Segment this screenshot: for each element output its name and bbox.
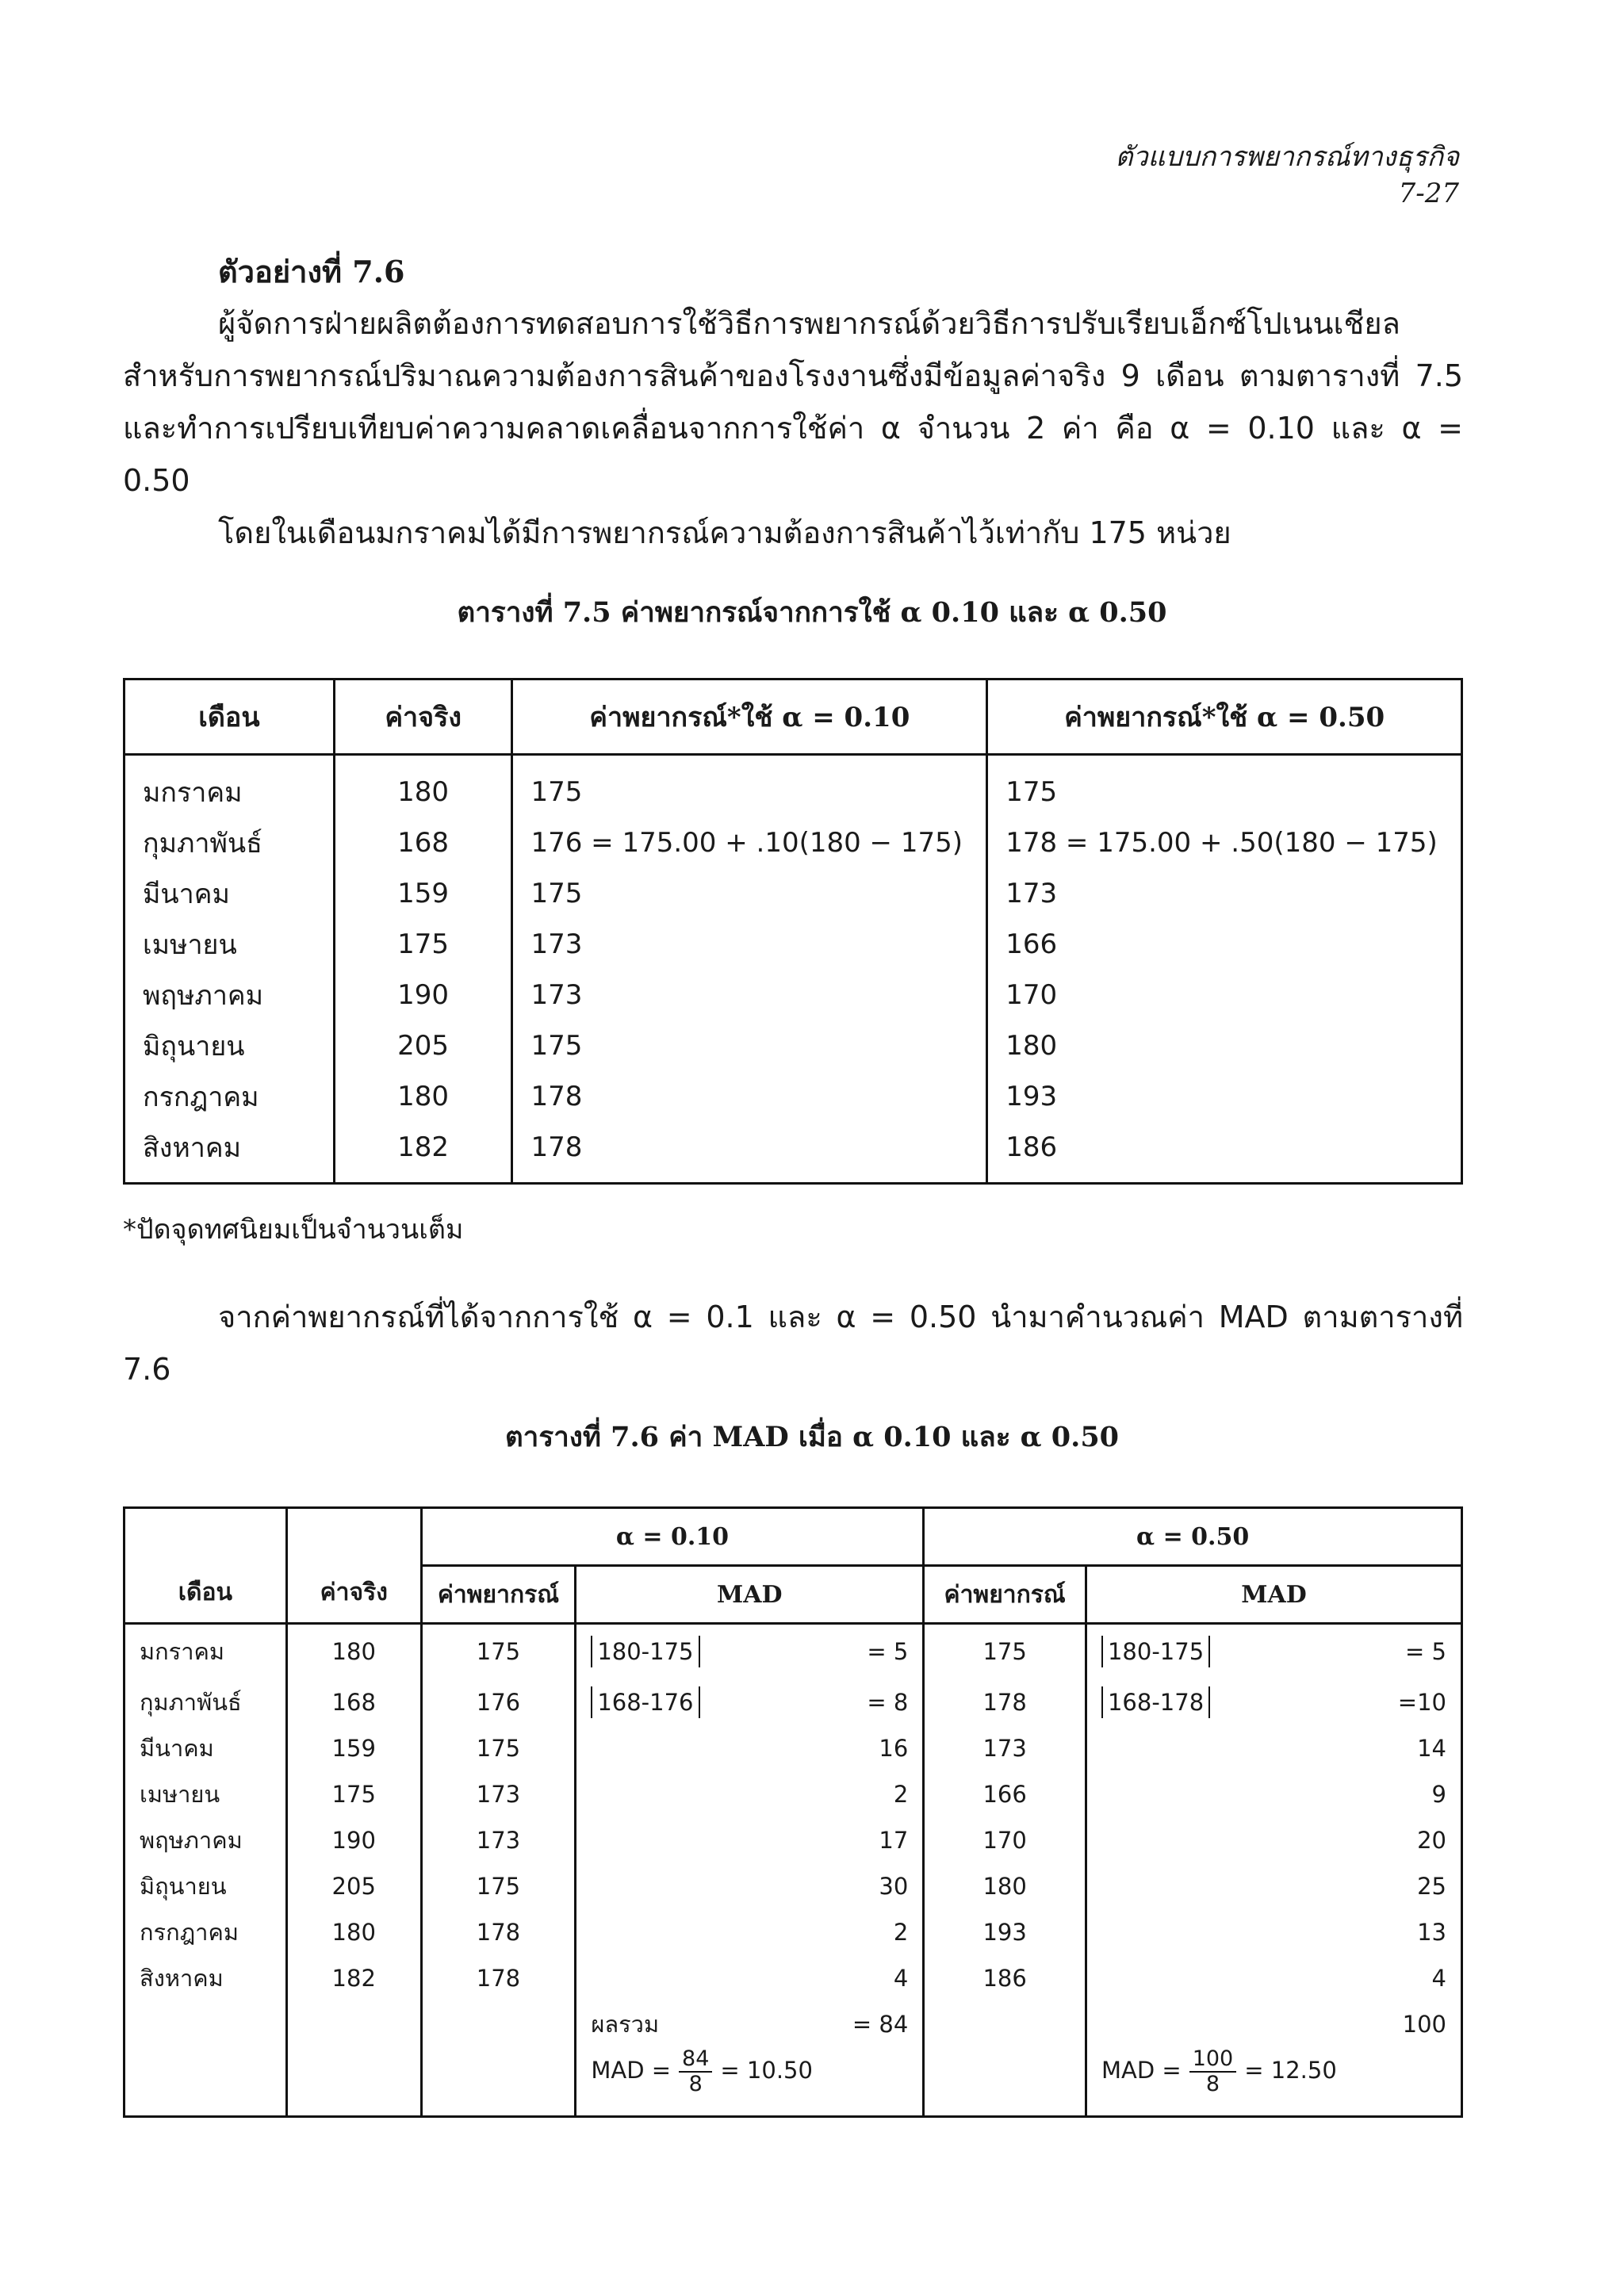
- abs-expression: 180-175: [591, 1636, 699, 1667]
- table-row: [124, 1955, 1462, 2001]
- table-row: [124, 970, 1462, 1020]
- header-forecast-010: ค่าพยากรณ์*ใช้ α = 0.10: [512, 679, 987, 755]
- forecast-010-cell: 173: [421, 1771, 576, 1817]
- mad-010-fraction: [679, 2047, 712, 2096]
- forecast-010-cell: 175: [512, 755, 987, 818]
- actual-cell: 159: [286, 1725, 421, 1771]
- sum-050-cell: 100: [1086, 2001, 1461, 2047]
- forecast-010-cell: 175: [512, 868, 987, 919]
- table-row: [124, 1679, 1462, 1725]
- mad-050-cell: 4: [1086, 1955, 1461, 2001]
- table-row: [124, 1909, 1462, 1955]
- actual-cell: 180: [334, 755, 512, 818]
- actual-cell: 190: [286, 1817, 421, 1863]
- header-month: เดือน: [124, 679, 335, 755]
- fraction-denominator: 8: [1205, 2071, 1220, 2096]
- table-row: [124, 1122, 1462, 1184]
- group-alpha-010: α = 0.10: [421, 1508, 924, 1566]
- header-forecast-050: ค่าพยากรณ์: [924, 1566, 1086, 1624]
- intro-line-4: โดยในเดือนมกราคมได้มีการพยากรณ์ความต้องการสินค้าไว้เท่ากับ 175 หน่วย: [218, 515, 1231, 550]
- forecast-050-cell: 175: [924, 1624, 1086, 1679]
- header-forecast-010: ค่าพยากรณ์: [421, 1566, 576, 1624]
- actual-cell: 182: [334, 1122, 512, 1184]
- table-row: [124, 1020, 1462, 1071]
- mad-010-cell: [576, 1679, 924, 1725]
- month-cell: มิถุนายน: [124, 1020, 335, 1071]
- fraction-numerator: 84: [679, 2047, 712, 2073]
- forecast-050-cell: 193: [987, 1071, 1462, 1122]
- intro-paragraph: [123, 297, 1463, 559]
- mad-050-cell: 9: [1086, 1771, 1461, 1817]
- mad-table: [123, 1506, 1463, 2118]
- page-number: 7-27: [1398, 178, 1459, 209]
- forecast-010-cell: 175: [421, 1863, 576, 1909]
- header-actual: ค่าจริง: [334, 679, 512, 755]
- month-cell: พฤษภาคม: [124, 970, 335, 1020]
- forecast-010-cell: 178: [421, 1909, 576, 1955]
- mad-value: = 5: [867, 1638, 909, 1666]
- forecast-050-cell: 170: [924, 1817, 1086, 1863]
- header-forecast-050: ค่าพยากรณ์*ใช้ α = 0.50: [987, 679, 1462, 755]
- sum-label: ผลรวม: [591, 2010, 660, 2038]
- month-cell: มิถุนายน: [124, 1863, 287, 1909]
- mad-010-cell: [576, 1624, 924, 1679]
- forecast-050-cell: 180: [924, 1863, 1086, 1909]
- forecast-050-cell: 166: [924, 1771, 1086, 1817]
- abs-expression: 180-175: [1101, 1636, 1210, 1667]
- forecast-010-cell: 175: [421, 1725, 576, 1771]
- month-cell: มีนาคม: [124, 1725, 287, 1771]
- mad-label: MAD =: [591, 2056, 672, 2084]
- mad-paragraph: [123, 1291, 1463, 1395]
- forecast-010-cell: 173: [512, 970, 987, 1020]
- forecast-010-cell: 173: [421, 1817, 576, 1863]
- mad-010-cell: 16: [576, 1725, 924, 1771]
- actual-cell: 180: [286, 1624, 421, 1679]
- actual-cell: 190: [334, 970, 512, 1020]
- mad-value: = 5: [1405, 1638, 1446, 1666]
- mad-050-cell: [1086, 1624, 1461, 1679]
- actual-cell: 159: [334, 868, 512, 919]
- actual-cell: 205: [334, 1020, 512, 1071]
- actual-cell: 180: [286, 1909, 421, 1955]
- mad-050-cell: 14: [1086, 1725, 1461, 1771]
- mad-010-cell: 4: [576, 1955, 924, 2001]
- table-row: [124, 1071, 1462, 1122]
- forecast-010-cell: 173: [512, 919, 987, 970]
- mad-value: = 8: [867, 1688, 909, 1716]
- mad-050-cell: 25: [1086, 1863, 1461, 1909]
- forecast-050-cell: 175: [987, 755, 1462, 818]
- month-cell: พฤษภาคม: [124, 1817, 287, 1863]
- forecast-010-cell: 178: [512, 1071, 987, 1122]
- month-cell: กรกฎาคม: [124, 1071, 335, 1122]
- month-cell: สิงหาคม: [124, 1122, 335, 1184]
- abs-expression: 168-178: [1101, 1686, 1210, 1718]
- header-mad-010: MAD: [576, 1566, 924, 1624]
- mad-010-result-value: = 10.50: [720, 2056, 813, 2084]
- forecast-010-cell: 178: [512, 1122, 987, 1184]
- actual-cell: 175: [286, 1771, 421, 1817]
- month-cell: เมษายน: [124, 919, 335, 970]
- mad-010-result: [576, 2047, 924, 2117]
- abs-expression: 168-176: [591, 1686, 699, 1718]
- forecast-010-cell: 175: [512, 1020, 987, 1071]
- forecast-050-cell: 173: [924, 1725, 1086, 1771]
- mad-050-cell: 13: [1086, 1909, 1461, 1955]
- header-title: ตัวแบบการพยากรณ์ทางธุรกิจ: [1115, 141, 1459, 173]
- intro-line-2: สำหรับการพยากรณ์ปริมาณความต้องการสินค้าของโรงงานซึ่งมีข้อมูลค่าจริง 9 เดือน ตามตารางที่ 7.5: [123, 358, 1463, 393]
- mad-050-fraction: [1189, 2047, 1237, 2096]
- table-row: [124, 755, 1462, 818]
- table-row: [124, 1624, 1462, 1679]
- group-header-row: [124, 1508, 1462, 1566]
- page-header: [999, 135, 1459, 209]
- header-actual: ค่าจริง: [286, 1508, 421, 1624]
- forecast-050-cell: 186: [987, 1122, 1462, 1184]
- mad-050-result-value: = 12.50: [1244, 2056, 1337, 2084]
- fraction-numerator: 100: [1189, 2047, 1237, 2073]
- sum-010-value: = 84: [852, 2010, 909, 2038]
- table2-caption: ตารางที่ 7.6 ค่า MAD เมื่อ α 0.10 และ α 0.50: [504, 1421, 1120, 1453]
- mad-result-row: [124, 2047, 1462, 2117]
- table-row: [124, 1817, 1462, 1863]
- month-cell: กรกฎาคม: [124, 1909, 287, 1955]
- month-cell: มกราคม: [124, 755, 335, 818]
- intro-line-3: และทำการเปรียบเทียบค่าความคลาดเคลื่อนจากการใช้ค่า α จำนวน 2 ค่า คือ α = 0.10 และ α = 0.50: [123, 411, 1463, 498]
- table-row: [124, 919, 1462, 970]
- fraction-denominator: 8: [688, 2071, 703, 2096]
- month-cell: กุมภาพันธ์: [124, 817, 335, 868]
- sum-010-cell: [576, 2001, 924, 2047]
- mad-010-cell: 2: [576, 1909, 924, 1955]
- forecast-010-cell: 176 = 175.00 + .10(180 − 175): [512, 817, 987, 868]
- actual-cell: 168: [286, 1679, 421, 1725]
- table-header-row: [124, 679, 1462, 755]
- forecast-010-cell: 176: [421, 1679, 576, 1725]
- mad-050-cell: [1086, 1679, 1461, 1725]
- actual-cell: 180: [334, 1071, 512, 1122]
- mad-050-cell: 20: [1086, 1817, 1461, 1863]
- example-title: ตัวอย่างที่ 7.6: [218, 254, 405, 289]
- forecast-050-cell: 186: [924, 1955, 1086, 2001]
- mad-value: =10: [1397, 1688, 1446, 1716]
- mad-label: MAD =: [1101, 2056, 1182, 2084]
- forecast-050-cell: 193: [924, 1909, 1086, 1955]
- table-row: [124, 1863, 1462, 1909]
- header-month: เดือน: [124, 1508, 287, 1624]
- group-alpha-050: α = 0.50: [924, 1508, 1462, 1566]
- month-cell: เมษายน: [124, 1771, 287, 1817]
- forecast-050-cell: 180: [987, 1020, 1462, 1071]
- table-row: [124, 1725, 1462, 1771]
- mad-010-cell: 30: [576, 1863, 924, 1909]
- sum-row: [124, 2001, 1462, 2047]
- forecast-050-cell: 178 = 175.00 + .50(180 − 175): [987, 817, 1462, 868]
- table1-caption: ตารางที่ 7.5 ค่าพยากรณ์จากการใช้ α 0.10 และ α 0.50: [457, 596, 1167, 629]
- header-mad-050: MAD: [1086, 1566, 1461, 1624]
- rounding-note: *ปัดจุดทศนิยมเป็นจำนวนเต็ม: [123, 1214, 464, 1246]
- forecast-050-cell: 173: [987, 868, 1462, 919]
- mad-050-result: [1086, 2047, 1461, 2117]
- month-cell: กุมภาพันธ์: [124, 1679, 287, 1725]
- intro-line-1: ผู้จัดการฝ่ายผลิตต้องการทดสอบการใช้วิธีการพยากรณ์ด้วยวิธีการปรับเรียบเอ็กซ์โปเนนเชียล: [218, 306, 1400, 341]
- actual-cell: 205: [286, 1863, 421, 1909]
- forecast-050-cell: 178: [924, 1679, 1086, 1725]
- mad-paragraph-text: จากค่าพยากรณ์ที่ได้จากการใช้ α = 0.1 และ α = 0.50 นำมาคำนวณค่า MAD ตามตารางที่ 7.6: [123, 1300, 1463, 1387]
- month-cell: มีนาคม: [124, 868, 335, 919]
- mad-010-cell: 2: [576, 1771, 924, 1817]
- month-cell: สิงหาคม: [124, 1955, 287, 2001]
- actual-cell: 182: [286, 1955, 421, 2001]
- forecast-050-cell: 166: [987, 919, 1462, 970]
- month-cell: มกราคม: [124, 1624, 287, 1679]
- forecast-010-cell: 178: [421, 1955, 576, 2001]
- forecast-table: [123, 678, 1463, 1185]
- table-row: [124, 868, 1462, 919]
- actual-cell: 168: [334, 817, 512, 868]
- actual-cell: 175: [334, 919, 512, 970]
- forecast-010-cell: 175: [421, 1624, 576, 1679]
- forecast-050-cell: 170: [987, 970, 1462, 1020]
- table-row: [124, 1771, 1462, 1817]
- mad-010-cell: 17: [576, 1817, 924, 1863]
- table-row: [124, 817, 1462, 868]
